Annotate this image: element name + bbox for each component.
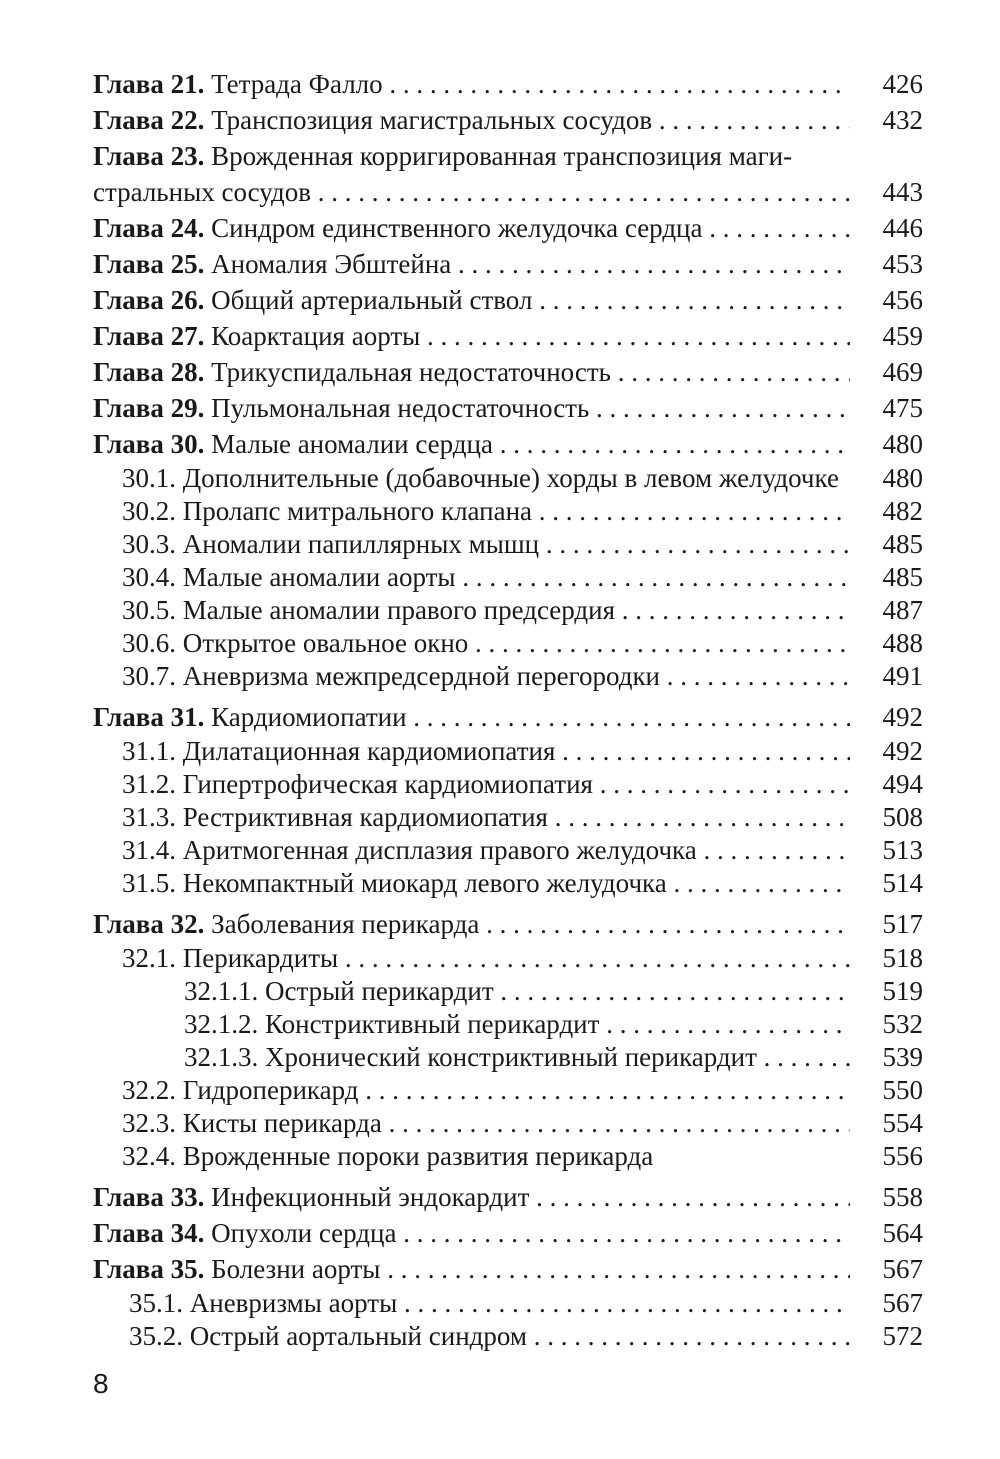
toc-subentry[interactable] [93,735,923,768]
toc-entry[interactable] [93,318,923,354]
toc-subsubentry[interactable] [93,1008,923,1041]
toc-subentry[interactable] [93,594,923,627]
entry-page: 517 [882,909,923,939]
toc-subentry[interactable] [93,660,923,693]
toc-subentry[interactable] [93,834,923,867]
entry-page: 492 [882,702,923,732]
entry-title: 30.4. Малые аномалии аорты . . . [122,561,850,594]
entry-title: 32.1. Перикардиты . . . [122,942,850,975]
entry-page: 514 [882,868,923,898]
entry-page: 485 [882,562,923,592]
entry-page: 475 [882,393,923,423]
entry-title: 35.1. Аневризмы аорты . . . [129,1287,850,1320]
entry-title: 30.7. Аневризма межпредсердной перегородки . . . [122,660,850,693]
entry-page: 459 [882,321,923,351]
entry-title: Коарктация аорты [211,321,421,351]
entry-page: 556 [882,1141,923,1171]
toc-subentry[interactable] [93,1320,923,1353]
chapter-prefix: Глава 29. [93,393,205,423]
chapter-prefix: Глава 33. [93,1182,205,1212]
entry-page: 488 [882,628,923,658]
entry-page: 480 [882,429,923,459]
entry-page: 491 [882,661,923,691]
toc-entry[interactable] [93,390,923,426]
entry-page: 539 [882,1042,923,1072]
entry-title: Тетрада Фалло [211,69,383,99]
chapter-prefix: Глава 23. [93,141,205,171]
entry-page: 432 [882,105,923,135]
chapter-prefix: Глава 35. [93,1254,205,1284]
entry-title: 32.2. Гидроперикард . . . [122,1074,850,1107]
entry-page: 513 [882,835,923,865]
entry-title: Кардиомиопатии [211,702,407,732]
entry-title: Транспозиция магистральных сосудов [211,105,653,135]
entry-page: 572 [882,1321,923,1351]
entry-page: 453 [882,249,923,279]
entry-title: Общий артериальный ствол [211,285,533,315]
entry-page: 567 [882,1254,923,1284]
chapter-prefix: Глава 32. [93,909,205,939]
entry-title: 32.1.3. Хронический констриктивный перикардит . . . [184,1041,850,1074]
toc-entry[interactable] [93,246,923,282]
entry-page: 456 [882,285,923,315]
entry-title-continued: стральных сосудов . . . [93,174,850,210]
toc-entry[interactable] [93,1251,923,1287]
toc-subentry[interactable] [93,495,923,528]
entry-title: 31.1. Дилатационная кардиомиопатия . . . [122,735,850,768]
entry-page: 469 [882,357,923,387]
chapter-prefix: Глава 30. [93,429,205,459]
entry-title: Малые аномалии сердца [211,429,493,459]
toc-subentry[interactable] [93,627,923,660]
entry-title: 31.4. Аритмогенная дисплазия правого желудочка . . . [122,834,850,867]
chapter-prefix: Глава 24. [93,213,205,243]
toc-entry[interactable] [93,210,923,246]
entry-page: 508 [882,802,923,832]
toc-subsubentry[interactable] [93,975,923,1008]
toc-subentry[interactable] [93,528,923,561]
toc-subentry[interactable] [93,801,923,834]
entry-title: 32.1.2. Констриктивный перикардит . . . [184,1008,850,1041]
entry-title: Опухоли сердца [211,1218,397,1248]
entry-page: 485 [882,529,923,559]
toc-entry[interactable] [93,906,923,942]
toc-subentry[interactable] [93,561,923,594]
entry-title: 30.3. Аномалии папиллярных мышц . . . [122,528,850,561]
chapter-prefix: Глава 27. [93,321,205,351]
entry-page: 494 [882,769,923,799]
entry-page: 426 [882,69,923,99]
chapter-prefix: Глава 25. [93,249,205,279]
entry-title: 30.6. Открытое овальное окно . . . [122,627,850,660]
entry-title: Врожденная корригированная транспозиция маги- [211,141,793,171]
entry-title: 35.2. Острый аортальный синдром . . . [129,1320,850,1353]
entry-page: 532 [882,1009,923,1039]
toc-subentry[interactable] [93,1140,923,1173]
entry-page: 550 [882,1075,923,1105]
toc-entry[interactable] [93,66,923,102]
entry-title: 30.1. Дополнительные (добавочные) хорды в левом желудочке [122,463,839,493]
entry-page: 564 [882,1218,923,1248]
toc-entry[interactable] [93,354,923,390]
toc-subentry[interactable] [93,867,923,900]
entry-title: Пульмональная недостаточность [211,393,590,423]
toc-entry[interactable] [93,1179,923,1215]
entry-page: 518 [882,943,923,973]
toc-entry[interactable] [93,282,923,318]
toc-subentry[interactable] [93,768,923,801]
entry-title: Заболевания перикарда [211,909,480,939]
entry-page: 492 [882,736,923,766]
toc-entry[interactable] [93,102,923,138]
entry-title: 31.2. Гипертрофическая кардиомиопатия . . . [122,768,850,801]
entry-title: Синдром единственного желудочка сердца [211,213,703,243]
toc-subentry[interactable] [93,1287,923,1320]
toc-entry-line1[interactable] [93,138,923,174]
toc-subsubentry[interactable] [93,1041,923,1074]
toc-subentry[interactable] [93,942,923,975]
table-of-contents [93,66,923,1353]
entry-title: 32.3. Кисты перикарда . . . [122,1107,850,1140]
entry-page: 480 [882,463,923,493]
entry-page: 482 [882,496,923,526]
entry-title: 30.5. Малые аномалии правого предсердия . . . [122,594,850,627]
entry-title: Инфекционный эндокардит [211,1182,530,1212]
toc-subentry[interactable] [93,1074,923,1107]
page-number: 8 [93,1368,109,1399]
chapter-prefix: Глава 34. [93,1218,205,1248]
entry-page: 558 [882,1182,923,1212]
chapter-prefix: Глава 31. [93,702,205,732]
entry-title: 30.2. Пролапс митрального клапана . . . [122,495,850,528]
entry-page: 487 [882,595,923,625]
entry-title: 32.4. Врожденные пороки развития перикарда [122,1141,654,1171]
entry-page: 554 [882,1108,923,1138]
chapter-prefix: Глава 21. [93,69,205,99]
entry-title: Аномалия Эбштейна [211,249,452,279]
toc-entry-line2[interactable] [93,174,923,210]
toc-entry[interactable] [93,1215,923,1251]
entry-title: Болезни аорты [211,1254,381,1284]
entry-page: 446 [882,213,923,243]
toc-entry[interactable] [93,699,923,735]
toc-subentry[interactable] [93,462,923,495]
entry-title: 31.5. Некомпактный миокард левого желудочка . . . [122,867,850,900]
toc-subentry[interactable] [93,1107,923,1140]
entry-title: 32.1.1. Острый перикардит . . . [184,975,850,1008]
entry-page: 443 [882,177,923,207]
chapter-prefix: Глава 26. [93,285,205,315]
chapter-prefix: Глава 28. [93,357,205,387]
entry-title: 31.3. Рестриктивная кардиомиопатия . . . [122,801,850,834]
entry-page: 519 [882,976,923,1006]
toc-entry[interactable] [93,426,923,462]
entry-title: Трикуспидальная недостаточность [211,357,611,387]
entry-page: 567 [882,1288,923,1318]
chapter-prefix: Глава 22. [93,105,205,135]
